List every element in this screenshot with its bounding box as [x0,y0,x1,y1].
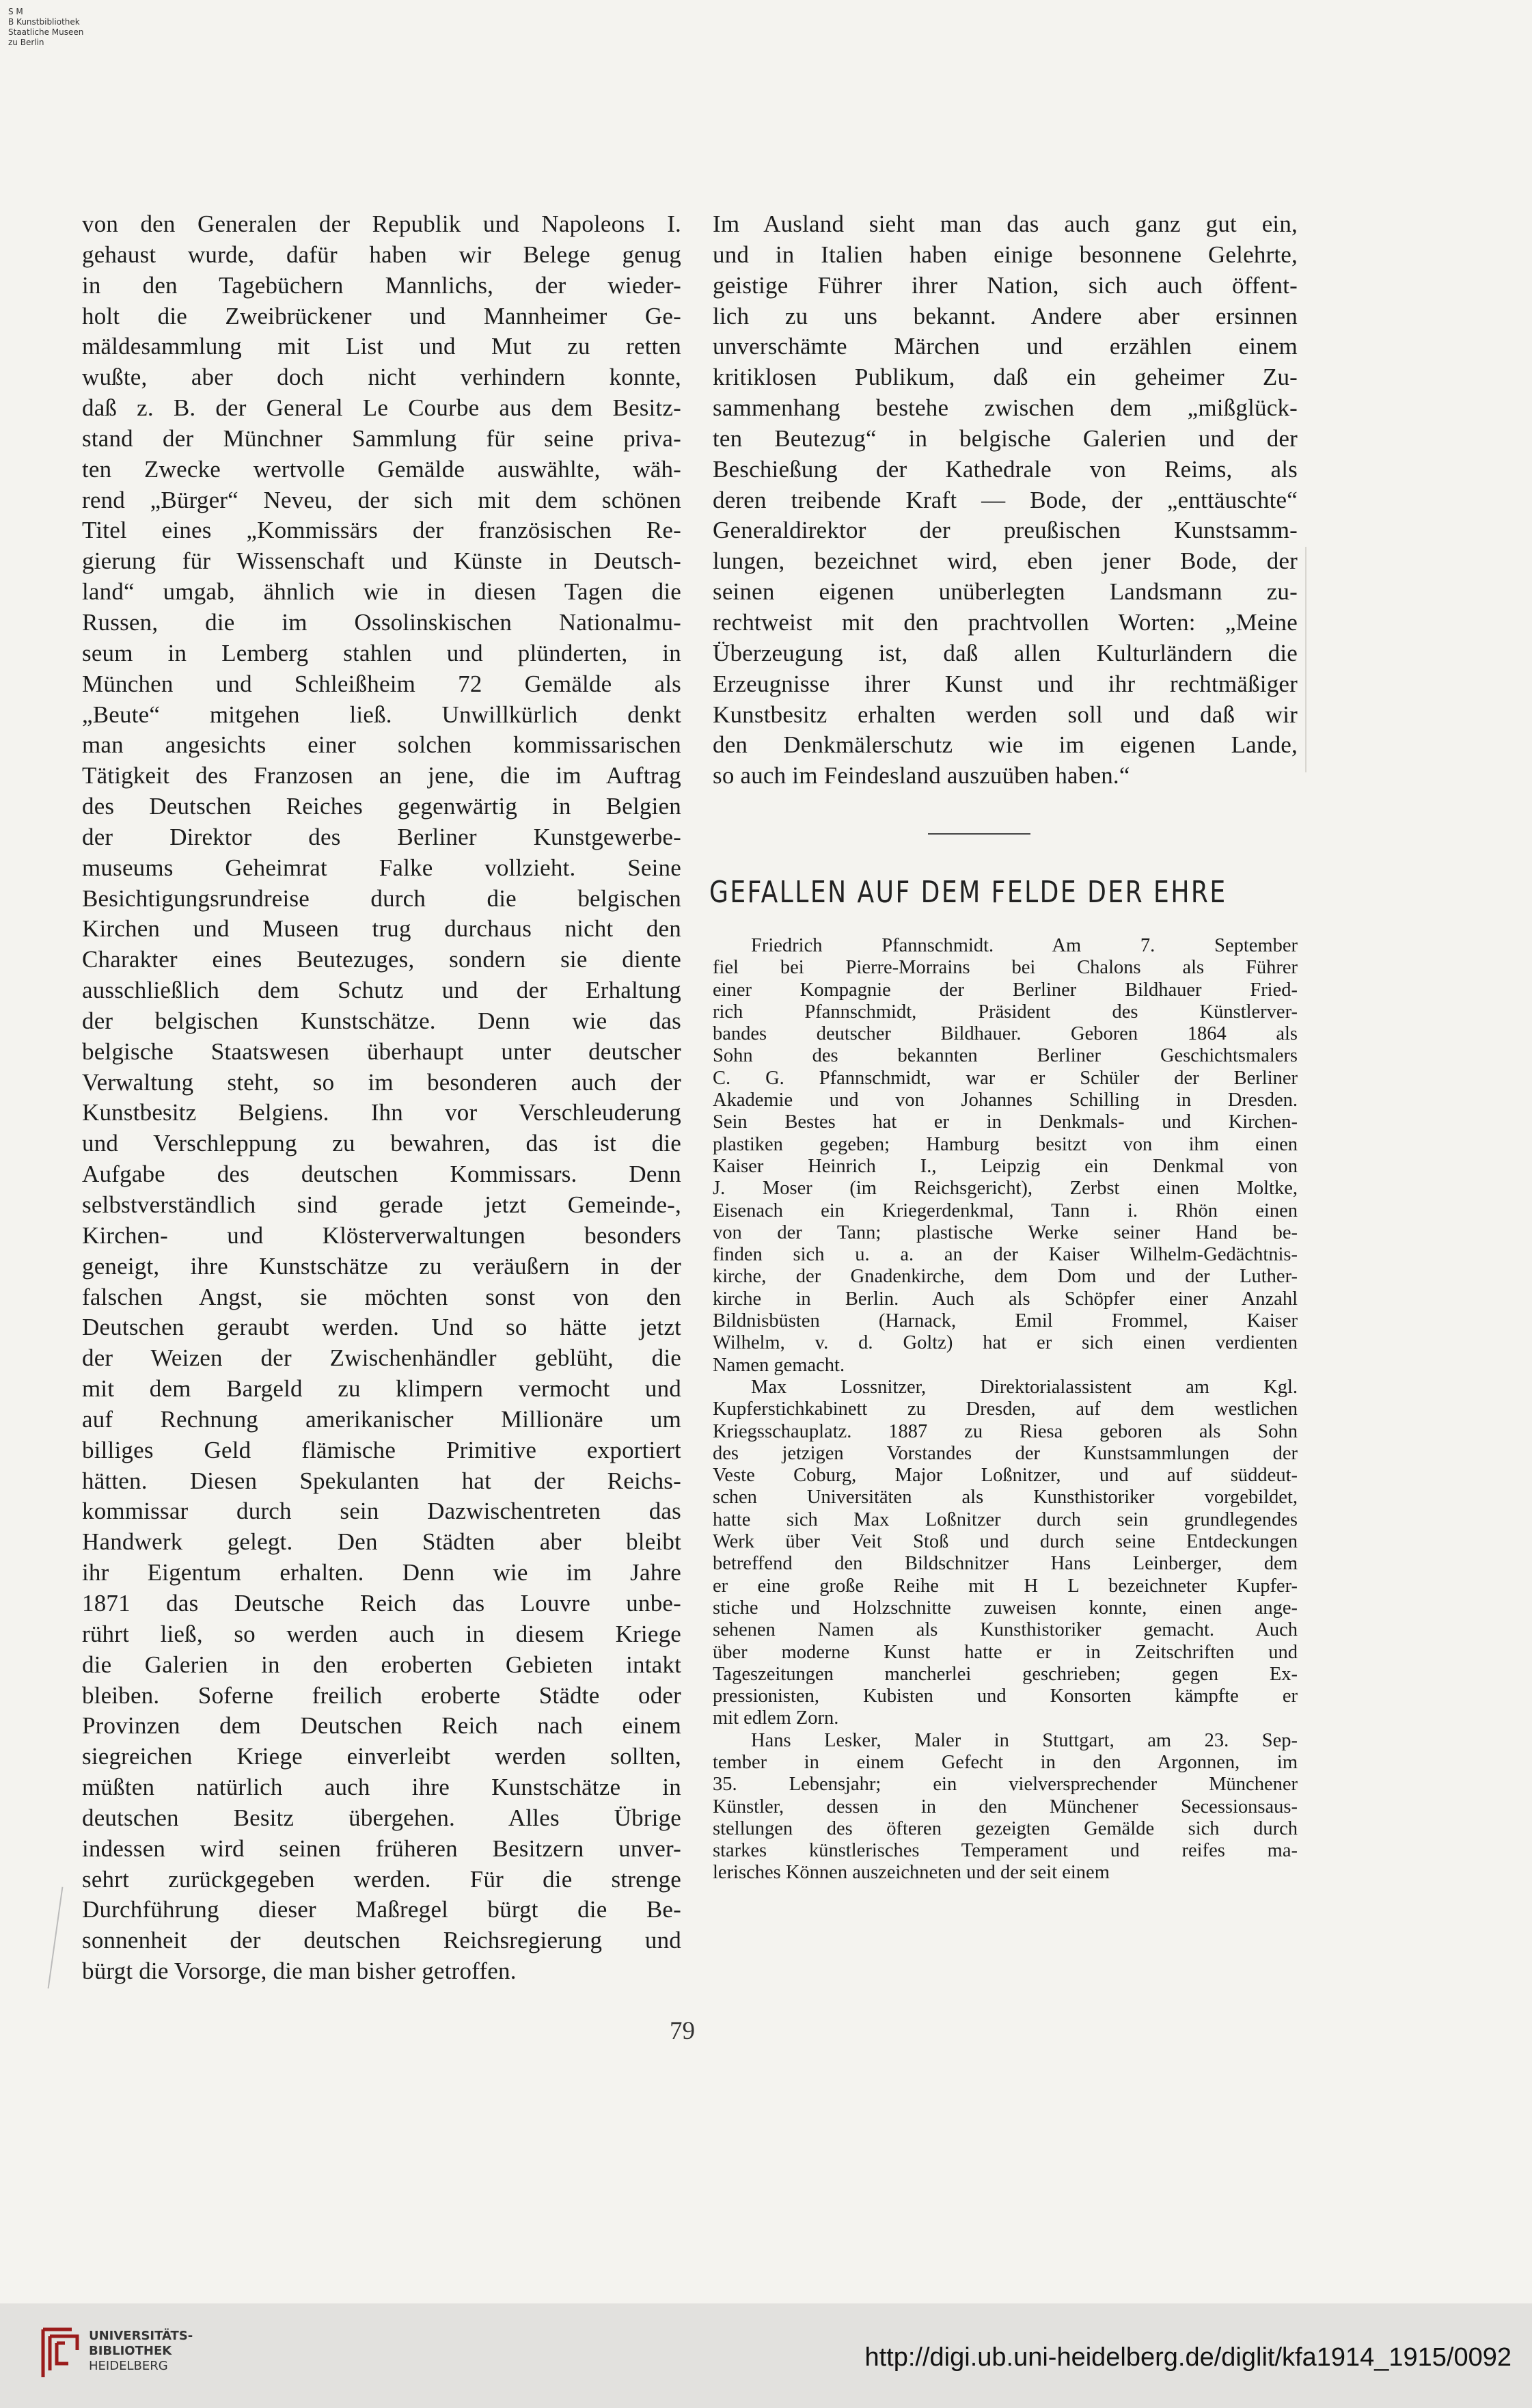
section-divider [928,833,1030,835]
text-line: so auch im Feindesland auszuüben haben.“ [713,762,1130,789]
text-line: Tätigkeit des Franzosen an jene, die im Auftrag [82,762,681,789]
text-line: Im Ausland sieht man das auch ganz gut ein, [713,211,1298,237]
text-line: daß z. B. der General Le Courbe aus dem Besitz- [82,394,681,422]
text-line: Charakter eines Beutezuges, sondern sie diente [82,946,681,973]
text-line: er eine große Reihe mit H L bezeichneter Kupfer- [713,1575,1298,1597]
text-line: Titel eines „Kommissärs der französischen Re- [82,517,681,544]
text-line: Tageszeitungen mancherlei geschrieben; gegen Ex- [713,1663,1298,1685]
text-line: hatte sich Max Loßnitzer durch sein grundlegendes [713,1509,1298,1530]
text-line: des jetzigen Vorstandes der Kunstsammlungen der [713,1442,1298,1464]
text-line: sammenhang bestehe zwischen dem „mißglück- [713,394,1298,422]
text-line: der Direktor des Berliner Kunstgewerbe- [82,823,681,850]
text-line: ausschließlich dem Schutz und der Erhaltung [82,977,681,1004]
text-line: Wilhelm, v. d. Goltz) hat er sich einen verdienten [713,1332,1298,1354]
text-line: in den Tagebüchern Mannlichs, der wieder- [82,271,681,299]
text-line: München und Schleißheim 72 Gemälde als [82,670,681,697]
stamp-line: zu Berlin [8,38,44,47]
text-line: sehenen Namen als Kunsthistoriker gemacht. Auch [713,1619,1298,1641]
text-line: Namen gemacht. [713,1354,845,1376]
text-line: einer Kompagnie der Berliner Bildhauer Fried- [713,979,1298,1001]
stamp-line: S M [8,7,23,16]
text-line: starkes künstlerisches Temperament und reifes ma- [713,1840,1298,1862]
text-line: gierung für Wissenschaft und Künste in Deutsch- [82,547,681,575]
text-line: bandes deutscher Bildhauer. Geboren 1864 als [713,1023,1298,1045]
text-line: C. G. Pfannschmidt, war er Schüler der Berliner [713,1067,1298,1089]
text-line: wußte, aber doch nicht verhindern konnte, [82,364,681,391]
text-line: Kunstbesitz erhalten werden soll und daß wir [713,701,1298,728]
text-line: betreffend den Bildschnitzer Hans Leinberger, dem [713,1553,1298,1575]
text-line: der belgischen Kunstschätze. Denn wie das [82,1007,681,1034]
text-line: sonnenheit der deutschen Reichsregierung und [82,1927,681,1954]
text-line: mit dem Bargeld zu klimpern vermocht und [82,1375,681,1403]
text-line: siegreichen Kriege einverleibt werden sollten, [82,1743,681,1770]
text-line: 1871 das Deutsche Reich das Louvre unbe- [82,1589,681,1616]
text-line: kirche, der Gnadenkirche, dem Dom und der Luther- [713,1266,1298,1288]
text-line: Veste Coburg, Major Loßnitzer, und auf süddeut- [713,1465,1298,1487]
text-line: ihr Eigentum erhalten. Denn wie im Jahre [82,1559,681,1586]
text-line: Sohn des bekannten Berliner Geschichtsmalers [713,1045,1298,1067]
text-line: Kirchen und Museen trug durchaus nicht den [82,915,681,943]
text-line: müßten natürlich auch ihre Kunstschätze in [82,1774,681,1801]
source-url-link[interactable]: http://digi.ub.uni-heidelberg.de/diglit/kfa1914_1915/0092 [864,2343,1512,2372]
text-line: Verwaltung steht, so im besonderen auch der [82,1068,681,1096]
text-line: Bildnisbüsten (Harnack, Emil Frommel, Kaiser [713,1310,1298,1332]
text-line: gehaust wurde, dafür haben wir Belege genug [82,241,681,268]
text-line: Kunstbesitz Belgiens. Ihn vor Verschleuderung [82,1099,681,1126]
library-stamp [8,7,83,48]
text-line: tember in einem Gefecht in den Argonnen, im [713,1751,1298,1773]
text-line: rich Pfannschmidt, Präsident des Künstlerver- [713,1001,1298,1023]
text-line: kirche in Berlin. Auch als Schöpfer einer Anzahl [713,1288,1298,1310]
text-line: von den Generalen der Republik und Napoleons I. [82,211,681,237]
logo-line: HEIDELBERG [89,2359,168,2373]
text-line: Kriegsschauplatz. 1887 zu Riesa geboren als Sohn [713,1420,1298,1442]
text-line: geistige Führer ihrer Nation, sich auch öffent- [713,271,1298,299]
left-column-text [82,209,681,1987]
stamp-line: B Kunstbibliothek [8,17,80,27]
text-line: Handwerk gelegt. Den Städten aber bleibt [82,1528,681,1556]
text-line: Beschießung der Kathedrale von Reims, als [713,455,1298,483]
text-line: Künstler, dessen in den Münchener Secessionsaus- [713,1796,1298,1817]
text-line: der Weizen der Zwischenhändler geblüht, die [82,1344,681,1372]
right-column-text [713,209,1298,792]
text-line: unverschämte Märchen und erzählen einem [713,333,1298,360]
margin-pencil-mark [48,1887,64,1989]
library-logo-text [89,2329,193,2374]
text-line: J. Moser (im Reichsgericht), Zerbst einen Moltke, [713,1178,1298,1200]
text-line: man angesichts einer solchen kommissarischen [82,731,681,759]
text-line: seinen eigenen unüberlegten Landsmann zu- [713,578,1298,606]
text-line: 35. Lebensjahr; ein vielversprechender Münchener [713,1774,1298,1796]
text-line: von der Tann; plastische Werke seiner Hand be- [713,1221,1298,1243]
obituaries-text [713,935,1298,1884]
university-library-logo-icon [38,2323,85,2384]
text-line: schen Universitäten als Kunsthistoriker vorgebildet, [713,1487,1298,1509]
text-line: Provinzen dem Deutschen Reich nach einem [82,1712,681,1740]
text-line: bürgt die Vorsorge, die man bisher getroffen. [82,1958,517,1985]
text-line: die Galerien in den eroberten Gebieten intakt [82,1651,681,1678]
text-line: mäldesammlung mit List und Mut zu retten [82,333,681,360]
text-line: Aufgabe des deutschen Kommissars. Denn [82,1161,681,1188]
text-line: Besichtigungsrundreise durch die belgischen [82,884,681,912]
text-line: ten Zwecke wertvolle Gemälde auswählte, wäh- [82,455,681,483]
text-line: fiel bei Pierre-Morrains bei Chalons als Führer [713,957,1298,979]
text-line: Eisenach ein Kriegerdenkmal, Tann i. Rhön einen [713,1200,1298,1221]
text-line: auf Rechnung amerikanischer Millionäre um [82,1405,681,1433]
text-line: deren treibende Kraft — Bode, der „enttäuschte“ [713,486,1298,513]
text-line: rend „Bürger“ Neveu, der sich mit dem schönen [82,486,681,513]
text-line: Kupferstichkabinett zu Dresden, auf dem westlichen [713,1398,1298,1420]
logo-line: UNIVERSITÄTS- [89,2329,193,2343]
text-line: stellungen des öfteren gezeigten Gemälde sich durch [713,1817,1298,1839]
text-line: plastiken gegeben; Hamburg besitzt von ihm einen [713,1133,1298,1155]
text-line: stand der Münchner Sammlung für seine priva- [82,424,681,452]
text-line: Deutschen geraubt werden. Und so hätte jetzt [82,1314,681,1341]
text-line: Sein Bestes hat er in Denkmals- und Kirchen- [713,1111,1298,1133]
text-line: und Verschleppung zu bewahren, das ist die [82,1130,681,1157]
text-line: Akademie und von Johannes Schilling in Dresden. [713,1090,1298,1111]
scan-artifact [1305,547,1307,772]
text-line: Friedrich Pfannschmidt. Am 7. September [751,935,1298,956]
text-line: kritiklosen Publikum, daß ein geheimer Zu- [713,364,1298,391]
text-line: falschen Angst, sie möchten sonst von den [82,1283,681,1310]
text-line: belgische Staatswesen überhaupt unter deutscher [82,1038,681,1065]
text-line: Max Lossnitzer, Direktorialassistent am Kgl. [751,1376,1298,1398]
text-line: stiche und Holzschnitte zuweisen konnte, einen ange- [713,1597,1298,1619]
text-line: Werk über Veit Stoß und durch seine Entdeckungen [713,1531,1298,1553]
text-line: rührt ließ, so werden auch in diesem Kriege [82,1620,681,1647]
text-line: sehrt zurückgegeben werden. Für die strenge [82,1865,681,1893]
text-line: indessen wird seinen früheren Besitzern unver- [82,1835,681,1862]
text-line: und in Italien haben einige besonnene Gelehrte, [713,241,1298,268]
text-line: seum in Lemberg stahlen und plünderten, in [82,639,681,666]
text-line: über moderne Kunst hatte er in Zeitschriften und [713,1641,1298,1663]
text-line: Erzeugnisse ihrer Kunst und ihr rechtmäßiger [713,670,1298,697]
text-line: lerisches Können auszeichneten und der seit einem [713,1862,1110,1884]
text-line: rechtweist mit den prachtvollen Worten: „Meine [713,608,1298,636]
text-line: Überzeugung ist, daß allen Kulturländern die [713,639,1298,666]
text-line: kommissar durch sein Dazwischentreten das [82,1498,681,1525]
page-number: 79 [670,2017,695,2045]
text-line: Generaldirektor der preußischen Kunstsamm- [713,517,1298,544]
text-line: den Denkmälerschutz wie im eigenen Lande, [713,731,1298,759]
text-line: pressionisten, Kubisten und Konsorten kämpfte er [713,1686,1298,1707]
text-line: Russen, die im Ossolinskischen Nationalmu- [82,608,681,636]
text-line: lungen, bezeichnet wird, eben jener Bode, der [713,547,1298,575]
text-line: selbstverständlich sind gerade jetzt Gemeinde-, [82,1191,681,1218]
text-line: „Beute“ mitgehen ließ. Unwillkürlich denkt [82,701,681,728]
text-line: billiges Geld flämische Primitive exportiert [82,1436,681,1463]
text-line: holt die Zweibrückener und Mannheimer Ge- [82,302,681,329]
text-line: Kirchen- und Klösterverwaltungen besonders [82,1221,681,1249]
text-line: Durchführung dieser Maßregel bürgt die Be- [82,1896,681,1923]
logo-line: BIBLIOTHEK [89,2344,172,2358]
text-line: bleiben. Soferne freilich eroberte Städte oder [82,1681,681,1709]
text-line: des Deutschen Reiches gegenwärtig in Belgien [82,793,681,820]
text-line: finden sich u. a. an der Kaiser Wilhelm-Gedächtnis- [713,1244,1298,1266]
stamp-line: Staatliche Museen [8,27,84,37]
text-line: Kaiser Heinrich I., Leipzig ein Denkmal von [713,1155,1298,1177]
text-line: lich zu uns bekannt. Andere aber ersinnen [713,302,1298,329]
text-line: hätten. Diesen Spekulanten hat der Reichs- [82,1467,681,1494]
text-line: deutschen Besitz übergehen. Alles Übrige [82,1804,681,1831]
text-line: land“ umgab, ähnlich wie in diesen Tagen die [82,578,681,606]
text-line: Hans Lesker, Maler in Stuttgart, am 23. Sep- [751,1729,1298,1751]
section-heading: GEFALLEN AUF DEM FELDE DER EHRE [709,875,1227,910]
text-line: mit edlem Zorn. [713,1707,839,1729]
text-line: museums Geheimrat Falke vollzieht. Seine [82,854,681,881]
text-line: geneigt, ihre Kunstschätze zu veräußern in der [82,1252,681,1280]
text-line: ten Beutezug“ in belgische Galerien und der [713,424,1298,452]
